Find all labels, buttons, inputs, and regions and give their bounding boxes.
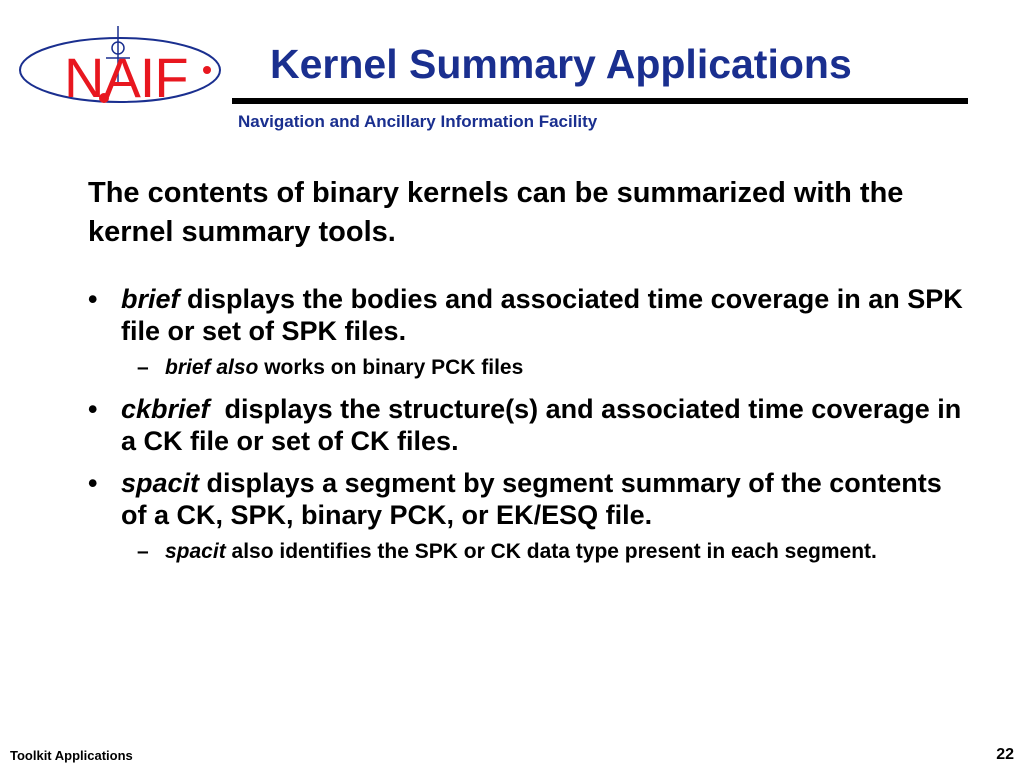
bullet-list xyxy=(88,283,968,565)
intro-paragraph: The contents of binary kernels can be summarized with the kernel summary tools. xyxy=(88,177,904,248)
bullet-brief xyxy=(88,283,968,347)
bullet-term: ckbrief xyxy=(121,394,210,424)
logo-text: NAIF xyxy=(64,46,188,109)
page-subtitle: Navigation and Ancillary Information Facility xyxy=(238,112,598,131)
page-title: Kernel Summary Applications xyxy=(270,41,852,87)
bullet-marker: • xyxy=(88,394,98,424)
subbullet-spacit xyxy=(88,539,968,565)
subbullet-brief xyxy=(88,355,968,381)
bullet-term: brief xyxy=(121,284,180,314)
subbullet-term: spacit xyxy=(165,540,226,563)
bullet-marker: • xyxy=(88,468,98,498)
bullet-marker: • xyxy=(88,284,98,314)
bullet-text: displays the structure(s) and associated time coverage in a CK file or set of CK files. xyxy=(121,394,969,456)
page-number: 22 xyxy=(996,746,1014,763)
bullet-spacit xyxy=(88,467,968,531)
subbullet-term: brief also xyxy=(165,356,259,379)
footer-label: Toolkit Applications xyxy=(10,748,133,763)
bullet-ckbrief xyxy=(88,393,968,457)
bullet-text: displays the bodies and associated time coverage in an SPK file or set of SPK files. xyxy=(121,284,963,346)
subbullet-text: also identifies the SPK or CK data type present in each segment. xyxy=(225,540,877,563)
bullet-text: displays a segment by segment summary of the contents of a CK, SPK, binary PCK, or EK/ESQ file. xyxy=(121,468,942,530)
title-divider xyxy=(232,98,968,104)
naif-logo xyxy=(14,22,234,112)
subbullet-text: works on binary PCK files xyxy=(258,356,524,379)
subbullet-marker: – xyxy=(137,540,149,563)
bullet-term: spacit xyxy=(121,468,200,498)
subbullet-marker: – xyxy=(137,356,149,379)
